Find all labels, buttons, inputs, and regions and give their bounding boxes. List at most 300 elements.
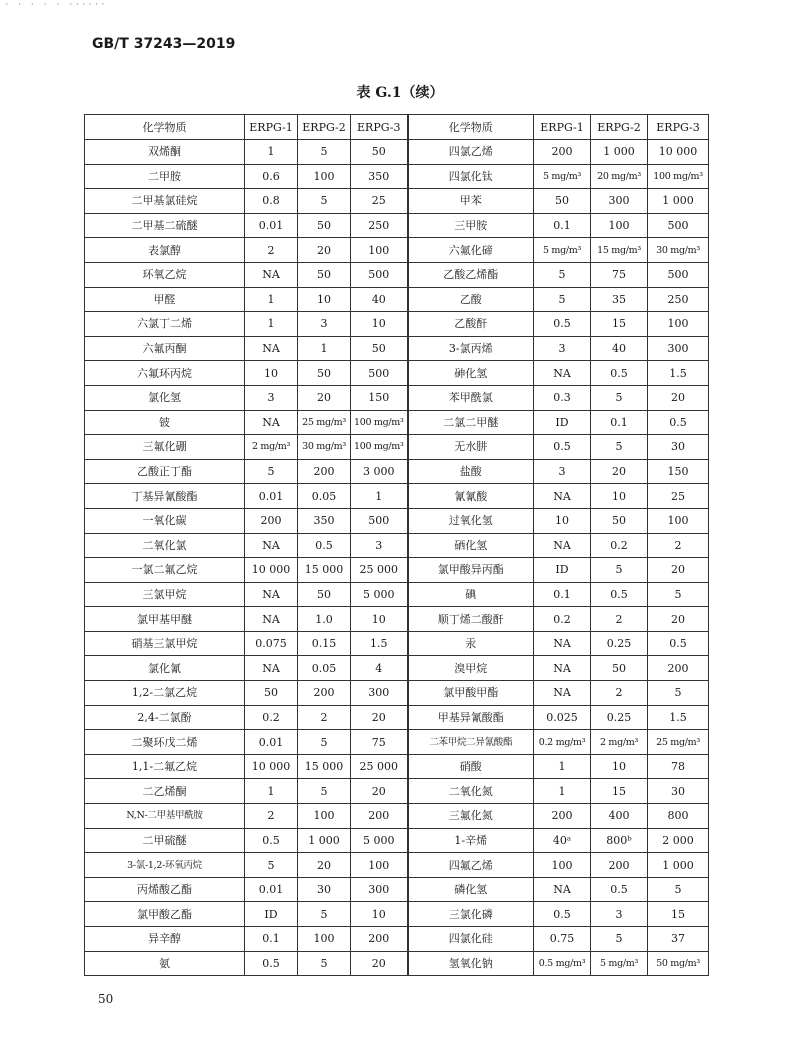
erpg-value-cell: 100 xyxy=(298,804,351,829)
erpg-value-cell: NA xyxy=(245,607,298,632)
chemical-name-cell: 溴甲烷 xyxy=(408,656,534,681)
erpg-value-cell: 10 xyxy=(591,754,648,779)
erpg-value-cell: 0.2 mg/m³ xyxy=(534,730,591,755)
table-row xyxy=(85,828,709,853)
table-row xyxy=(85,164,709,189)
erpg-value-cell: 100 mg/m³ xyxy=(351,435,408,460)
erpg-value-cell: 10 xyxy=(534,508,591,533)
erpg-value-cell: 800ᵇ xyxy=(591,828,648,853)
top-edge-dots: · · · · · ······ xyxy=(4,0,107,10)
erpg-value-cell: 5 xyxy=(298,140,351,165)
erpg-value-cell: 200 xyxy=(534,804,591,829)
chemical-name-cell: 二苯甲烷二异氰酸酯 xyxy=(408,730,534,755)
erpg-value-cell: 200 xyxy=(351,804,408,829)
erpg-value-cell: 1.5 xyxy=(648,361,709,386)
table-row xyxy=(85,262,709,287)
chemical-name-cell: 二甲基氯硅烷 xyxy=(85,189,245,214)
erpg-value-cell: 200 xyxy=(298,681,351,706)
table-row xyxy=(85,558,709,583)
chemical-name-cell: 甲醛 xyxy=(85,287,245,312)
erpg-value-cell: NA xyxy=(245,336,298,361)
erpg-value-cell: 3 xyxy=(298,312,351,337)
standard-code: GB/T 37243—2019 xyxy=(92,36,236,52)
erpg-value-cell: 1 xyxy=(245,287,298,312)
erpg-value-cell: 35 xyxy=(591,287,648,312)
chemical-name-cell: 四氯乙烯 xyxy=(408,140,534,165)
table-row xyxy=(85,361,709,386)
erpg-value-cell: 10 xyxy=(351,607,408,632)
chemical-name-cell: 二乙烯酮 xyxy=(85,779,245,804)
erpg-value-cell: 0.05 xyxy=(298,484,351,509)
chemical-name-cell: 三甲胺 xyxy=(408,213,534,238)
erpg-value-cell: 15 mg/m³ xyxy=(591,238,648,263)
erpg-value-cell: 3 xyxy=(534,336,591,361)
table-row xyxy=(85,213,709,238)
erpg-value-cell: 10 xyxy=(351,312,408,337)
erpg-value-cell: 40ᵃ xyxy=(534,828,591,853)
erpg-value-cell: 0.5 xyxy=(245,951,298,976)
erpg-value-cell: 0.5 xyxy=(534,435,591,460)
table-row xyxy=(85,656,709,681)
table-row xyxy=(85,459,709,484)
erpg-value-cell: 100 xyxy=(351,853,408,878)
erpg-value-cell: 5 xyxy=(298,951,351,976)
erpg-value-cell: 0.75 xyxy=(534,927,591,952)
chemical-name-cell: 铍 xyxy=(85,410,245,435)
table-row xyxy=(85,189,709,214)
chemical-name-cell: 1,2-二氯乙烷 xyxy=(85,681,245,706)
chemical-name-cell: 二甲胺 xyxy=(85,164,245,189)
chemical-name-cell: 六氟化碲 xyxy=(408,238,534,263)
erpg-value-cell: 0.5 mg/m³ xyxy=(534,951,591,976)
erpg-value-cell: 5 xyxy=(298,730,351,755)
erpg-value-cell: 100 xyxy=(648,508,709,533)
erpg-value-cell: 100 xyxy=(298,927,351,952)
chemical-name-cell: 乙酸正丁酯 xyxy=(85,459,245,484)
table-row xyxy=(85,779,709,804)
erpg-value-cell: 0.6 xyxy=(245,164,298,189)
chemical-name-cell: 四氯化钛 xyxy=(408,164,534,189)
erpg-value-cell: 20 xyxy=(351,951,408,976)
erpg-value-cell: 10 xyxy=(351,902,408,927)
chemical-name-cell: 苯甲酰氯 xyxy=(408,385,534,410)
erpg-value-cell: 75 xyxy=(591,262,648,287)
erpg-value-cell: 300 xyxy=(351,877,408,902)
chemical-name-cell: 顺丁烯二酸酐 xyxy=(408,607,534,632)
erpg-value-cell: 100 mg/m³ xyxy=(351,410,408,435)
erpg-value-cell: 0.01 xyxy=(245,877,298,902)
chemical-name-cell: 四氯化硅 xyxy=(408,927,534,952)
table-row xyxy=(85,435,709,460)
erpg-value-cell: NA xyxy=(245,262,298,287)
erpg-value-cell: 1 000 xyxy=(648,853,709,878)
erpg-value-cell: 20 xyxy=(648,558,709,583)
page-number: 50 xyxy=(98,992,114,1006)
table-row xyxy=(85,631,709,656)
table-row xyxy=(85,681,709,706)
erpg-value-cell: 1.5 xyxy=(648,705,709,730)
chemical-name-cell: 硝基三氯甲烷 xyxy=(85,631,245,656)
erpg-value-cell: 25 000 xyxy=(351,754,408,779)
erpg-value-cell: 10 000 xyxy=(245,558,298,583)
erpg-value-cell: 100 xyxy=(298,164,351,189)
chemical-name-cell: 三氟化硼 xyxy=(85,435,245,460)
erpg-value-cell: 400 xyxy=(591,804,648,829)
chemical-name-cell: 磷化氢 xyxy=(408,877,534,902)
erpg-value-cell: 40 xyxy=(591,336,648,361)
erpg-value-cell: 0.05 xyxy=(298,656,351,681)
chemical-name-cell: 异辛醇 xyxy=(85,927,245,952)
chemical-name-cell: 2,4-二氯酚 xyxy=(85,705,245,730)
erpg-value-cell: 0.075 xyxy=(245,631,298,656)
erpg-value-cell: 25 xyxy=(648,484,709,509)
erpg-value-cell: 250 xyxy=(648,287,709,312)
erpg-value-cell: 0.5 xyxy=(298,533,351,558)
table-row xyxy=(85,804,709,829)
erpg-value-cell: 37 xyxy=(648,927,709,952)
chemical-name-cell: 砷化氢 xyxy=(408,361,534,386)
chemical-name-cell: 乙酸酐 xyxy=(408,312,534,337)
erpg-value-cell: 50 xyxy=(298,213,351,238)
erpg-value-cell: 5 000 xyxy=(351,582,408,607)
erpg-value-cell: 0.5 xyxy=(591,582,648,607)
chemical-name-cell: 丁基异氰酸酯 xyxy=(85,484,245,509)
erpg-value-cell: 10 xyxy=(245,361,298,386)
table-row xyxy=(85,385,709,410)
erpg-value-cell: NA xyxy=(534,656,591,681)
erpg-value-cell: 0.25 xyxy=(591,705,648,730)
erpg-value-cell: 30 mg/m³ xyxy=(648,238,709,263)
erpg-value-cell: 3 000 xyxy=(351,459,408,484)
erpg-value-cell: 0.5 xyxy=(591,361,648,386)
chemical-name-cell: 甲苯 xyxy=(408,189,534,214)
erpg-value-cell: 20 mg/m³ xyxy=(591,164,648,189)
erpg-value-cell: 2 xyxy=(245,804,298,829)
erpg-value-cell: 10 xyxy=(591,484,648,509)
erpg-value-cell: 25 000 xyxy=(351,558,408,583)
erpg-value-cell: 2 000 xyxy=(648,828,709,853)
table-row xyxy=(85,927,709,952)
erpg-value-cell: 150 xyxy=(351,385,408,410)
erpg-value-cell: 0.2 xyxy=(591,533,648,558)
chemical-name-cell: 乙酸 xyxy=(408,287,534,312)
erpg-value-cell: 150 xyxy=(648,459,709,484)
erpg-value-cell: 5 xyxy=(648,582,709,607)
erpg-value-cell: 10 000 xyxy=(245,754,298,779)
table-row xyxy=(85,853,709,878)
chemical-name-cell: 六氟丙酮 xyxy=(85,336,245,361)
erpg-value-cell: 500 xyxy=(351,262,408,287)
erpg-value-cell: 20 xyxy=(298,385,351,410)
chemical-name-cell: 氯甲酸甲酯 xyxy=(408,681,534,706)
erpg-value-cell: 0.25 xyxy=(591,631,648,656)
table-row xyxy=(85,754,709,779)
column-header: ERPG-3 xyxy=(351,115,408,140)
erpg-value-cell: 2 xyxy=(648,533,709,558)
erpg-value-cell: 20 xyxy=(351,779,408,804)
erpg-value-cell: 500 xyxy=(351,508,408,533)
erpg-value-cell: 1 xyxy=(298,336,351,361)
erpg-value-cell: 100 xyxy=(648,312,709,337)
erpg-value-cell: 2 xyxy=(591,681,648,706)
erpg-value-cell: 50 xyxy=(591,656,648,681)
erpg-value-cell: 50 xyxy=(298,262,351,287)
erpg-value-cell: 200 xyxy=(351,927,408,952)
erpg-value-cell: 200 xyxy=(298,459,351,484)
erpg-value-cell: 0.1 xyxy=(591,410,648,435)
column-header: 化学物质 xyxy=(408,115,534,140)
table-row xyxy=(85,705,709,730)
erpg-value-cell: 15 000 xyxy=(298,754,351,779)
erpg-value-cell: 0.8 xyxy=(245,189,298,214)
erpg-value-cell: 5 xyxy=(648,681,709,706)
erpg-value-cell: 0.5 xyxy=(534,312,591,337)
chemical-name-cell: 三氯甲烷 xyxy=(85,582,245,607)
erpg-value-cell: 40 xyxy=(351,287,408,312)
erpg-value-cell: 1 000 xyxy=(591,140,648,165)
erpg-value-cell: 1 xyxy=(245,312,298,337)
erpg-value-cell: 200 xyxy=(648,656,709,681)
erpg-value-cell: 50 xyxy=(298,361,351,386)
chemical-name-cell: 乙酸乙烯酯 xyxy=(408,262,534,287)
chemical-name-cell: 环氧乙烷 xyxy=(85,262,245,287)
erpg-value-cell: 2 xyxy=(245,238,298,263)
chemical-name-cell: 六氯丁二烯 xyxy=(85,312,245,337)
erpg-value-cell: 0.2 xyxy=(534,607,591,632)
erpg-value-cell: 2 mg/m³ xyxy=(591,730,648,755)
column-header: ERPG-1 xyxy=(245,115,298,140)
column-header: ERPG-2 xyxy=(298,115,351,140)
erpg-value-cell: 5 000 xyxy=(351,828,408,853)
erpg-value-cell: 500 xyxy=(648,213,709,238)
erpg-value-cell: NA xyxy=(534,533,591,558)
erpg-value-cell: 1 000 xyxy=(648,189,709,214)
erpg-value-cell: 30 xyxy=(648,435,709,460)
chemical-name-cell: 氯甲酸异丙酯 xyxy=(408,558,534,583)
erpg-value-cell: 5 xyxy=(534,262,591,287)
erpg-value-cell: 0.5 xyxy=(591,877,648,902)
table-row xyxy=(85,508,709,533)
erpg-value-cell: 5 xyxy=(648,877,709,902)
erpg-value-cell: 15 xyxy=(591,779,648,804)
chemical-name-cell: 1,1-二氟乙烷 xyxy=(85,754,245,779)
erpg-value-cell: 20 xyxy=(298,853,351,878)
erpg-value-cell: 15 xyxy=(648,902,709,927)
erpg-value-cell: 0.1 xyxy=(534,213,591,238)
erpg-value-cell: 50 xyxy=(591,508,648,533)
erpg-value-cell: 78 xyxy=(648,754,709,779)
erpg-value-cell: 5 xyxy=(591,435,648,460)
erpg-value-cell: 20 xyxy=(648,607,709,632)
erpg-value-cell: NA xyxy=(245,656,298,681)
erpg-value-cell: 50 xyxy=(534,189,591,214)
erpg-value-cell: 100 mg/m³ xyxy=(648,164,709,189)
erpg-value-cell: ID xyxy=(534,410,591,435)
erpg-value-cell: 20 xyxy=(351,705,408,730)
chemical-name-cell: 汞 xyxy=(408,631,534,656)
table-row xyxy=(85,336,709,361)
chemical-name-cell: 氢氧化钠 xyxy=(408,951,534,976)
erpg-value-cell: 1 xyxy=(351,484,408,509)
erpg-value-cell: 1 xyxy=(534,754,591,779)
erpg-value-cell: 10 xyxy=(298,287,351,312)
erpg-value-cell: 20 xyxy=(648,385,709,410)
erpg-value-cell: NA xyxy=(534,361,591,386)
erpg-value-cell: 0.3 xyxy=(534,385,591,410)
chemical-name-cell: 3-氯-1,2-环氧丙烷 xyxy=(85,853,245,878)
table-row xyxy=(85,238,709,263)
chemical-name-cell: 1-辛烯 xyxy=(408,828,534,853)
erpg-value-cell: 0.01 xyxy=(245,213,298,238)
column-header: ERPG-2 xyxy=(591,115,648,140)
chemical-name-cell: N,N-二甲基甲酰胺 xyxy=(85,804,245,829)
erpg-value-cell: 1 xyxy=(245,779,298,804)
chemical-name-cell: 硒化氢 xyxy=(408,533,534,558)
erpg-value-cell: 2 mg/m³ xyxy=(245,435,298,460)
column-header: 化学物质 xyxy=(85,115,245,140)
erpg-value-cell: 0.01 xyxy=(245,730,298,755)
table-row xyxy=(85,410,709,435)
chemical-name-cell: 氰氰酸 xyxy=(408,484,534,509)
erpg-value-cell: 300 xyxy=(351,681,408,706)
erpg-value-cell: 0.15 xyxy=(298,631,351,656)
erpg-value-cell: 0.1 xyxy=(534,582,591,607)
erpg-table xyxy=(84,114,709,976)
erpg-value-cell: 25 xyxy=(351,189,408,214)
erpg-value-cell: 5 xyxy=(298,189,351,214)
chemical-name-cell: 甲基异氰酸酯 xyxy=(408,705,534,730)
erpg-value-cell: 30 xyxy=(648,779,709,804)
erpg-value-cell: 30 mg/m³ xyxy=(298,435,351,460)
chemical-name-cell: 氯化氰 xyxy=(85,656,245,681)
chemical-name-cell: 3-氯丙烯 xyxy=(408,336,534,361)
erpg-value-cell: NA xyxy=(534,877,591,902)
chemical-name-cell: 二氯二甲醚 xyxy=(408,410,534,435)
chemical-name-cell: 硝酸 xyxy=(408,754,534,779)
erpg-value-cell: 500 xyxy=(648,262,709,287)
erpg-value-cell: 350 xyxy=(298,508,351,533)
chemical-name-cell: 双烯酮 xyxy=(85,140,245,165)
erpg-value-cell: 5 xyxy=(591,558,648,583)
table-row xyxy=(85,730,709,755)
chemical-name-cell: 二甲基二硫醚 xyxy=(85,213,245,238)
table-row xyxy=(85,484,709,509)
erpg-value-cell: 200 xyxy=(591,853,648,878)
table-title: 表 G.1（续） xyxy=(356,85,444,101)
erpg-value-cell: NA xyxy=(245,533,298,558)
column-header: ERPG-1 xyxy=(534,115,591,140)
chemical-name-cell: 碘 xyxy=(408,582,534,607)
erpg-value-cell: 0.5 xyxy=(534,902,591,927)
erpg-value-cell: 1 xyxy=(534,779,591,804)
erpg-value-cell: 1.5 xyxy=(351,631,408,656)
erpg-value-cell: 4 xyxy=(351,656,408,681)
chemical-name-cell: 三氯化磷 xyxy=(408,902,534,927)
erpg-value-cell: 0.025 xyxy=(534,705,591,730)
erpg-value-cell: 5 mg/m³ xyxy=(534,238,591,263)
table-header-row xyxy=(85,115,709,140)
chemical-name-cell: 无水肼 xyxy=(408,435,534,460)
table-row xyxy=(85,312,709,337)
chemical-name-cell: 四氟乙烯 xyxy=(408,853,534,878)
erpg-value-cell: 200 xyxy=(245,508,298,533)
erpg-value-cell: 25 mg/m³ xyxy=(298,410,351,435)
erpg-value-cell: NA xyxy=(245,410,298,435)
erpg-value-cell: 2 xyxy=(591,607,648,632)
erpg-value-cell: 350 xyxy=(351,164,408,189)
chemical-name-cell: 表氯醇 xyxy=(85,238,245,263)
chemical-name-cell: 氯甲酸乙酯 xyxy=(85,902,245,927)
erpg-value-cell: 20 xyxy=(298,238,351,263)
erpg-value-cell: 800 xyxy=(648,804,709,829)
erpg-value-cell: 1 000 xyxy=(298,828,351,853)
table-row xyxy=(85,533,709,558)
erpg-value-cell: 50 xyxy=(351,140,408,165)
table-row xyxy=(85,287,709,312)
erpg-value-cell: 200 xyxy=(534,140,591,165)
chemical-name-cell: 二甲硫醚 xyxy=(85,828,245,853)
erpg-value-cell: 3 xyxy=(534,459,591,484)
erpg-value-cell: 0.2 xyxy=(245,705,298,730)
erpg-value-cell: 20 xyxy=(591,459,648,484)
chemical-name-cell: 盐酸 xyxy=(408,459,534,484)
erpg-value-cell: 5 xyxy=(245,853,298,878)
erpg-value-cell: 5 mg/m³ xyxy=(534,164,591,189)
erpg-value-cell: 250 xyxy=(351,213,408,238)
table-row xyxy=(85,607,709,632)
erpg-value-cell: 5 xyxy=(298,902,351,927)
erpg-value-cell: 3 xyxy=(245,385,298,410)
erpg-value-cell: 15 000 xyxy=(298,558,351,583)
erpg-value-cell: 30 xyxy=(298,877,351,902)
erpg-value-cell: 50 mg/m³ xyxy=(648,951,709,976)
erpg-value-cell: 0.01 xyxy=(245,484,298,509)
erpg-value-cell: NA xyxy=(245,582,298,607)
erpg-value-cell: ID xyxy=(534,558,591,583)
erpg-value-cell: 300 xyxy=(648,336,709,361)
chemical-name-cell: 过氧化氢 xyxy=(408,508,534,533)
chemical-name-cell: 氯甲基甲醚 xyxy=(85,607,245,632)
erpg-value-cell: 100 xyxy=(591,213,648,238)
chemical-name-cell: 一氯二氟乙烷 xyxy=(85,558,245,583)
chemical-name-cell: 二聚环戊二烯 xyxy=(85,730,245,755)
erpg-value-cell: NA xyxy=(534,484,591,509)
erpg-value-cell: 50 xyxy=(351,336,408,361)
erpg-value-cell: 5 mg/m³ xyxy=(591,951,648,976)
erpg-value-cell: 5 xyxy=(534,287,591,312)
erpg-value-cell: 300 xyxy=(591,189,648,214)
chemical-name-cell: 丙烯酸乙酯 xyxy=(85,877,245,902)
erpg-value-cell: 25 mg/m³ xyxy=(648,730,709,755)
erpg-value-cell: 5 xyxy=(245,459,298,484)
table-row xyxy=(85,902,709,927)
erpg-value-cell: 100 xyxy=(534,853,591,878)
erpg-value-cell: 0.1 xyxy=(245,927,298,952)
erpg-value-cell: 10 000 xyxy=(648,140,709,165)
erpg-value-cell: 15 xyxy=(591,312,648,337)
erpg-value-cell: 500 xyxy=(351,361,408,386)
erpg-value-cell: 0.5 xyxy=(648,410,709,435)
table-row xyxy=(85,140,709,165)
erpg-value-cell: 5 xyxy=(591,385,648,410)
erpg-value-cell: 100 xyxy=(351,238,408,263)
erpg-value-cell: 1 xyxy=(245,140,298,165)
erpg-value-cell: 5 xyxy=(298,779,351,804)
chemical-name-cell: 氯化氢 xyxy=(85,385,245,410)
chemical-name-cell: 二氧化氯 xyxy=(85,533,245,558)
erpg-value-cell: 3 xyxy=(351,533,408,558)
erpg-value-cell: 5 xyxy=(591,927,648,952)
